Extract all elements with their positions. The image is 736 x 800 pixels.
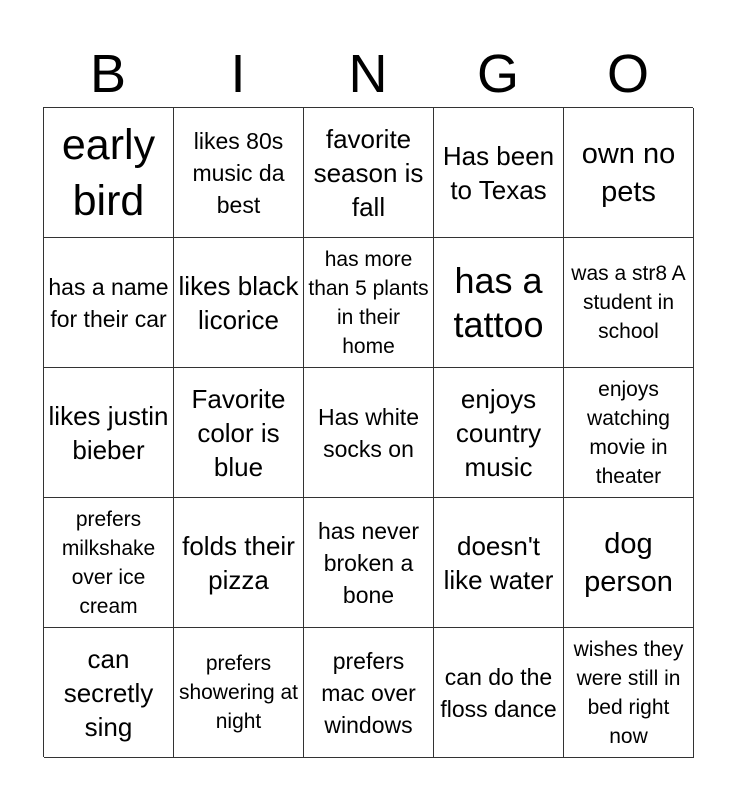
bingo-cell[interactable]: [564, 108, 694, 238]
cell-text: has more than 5 plants in their home: [308, 247, 429, 358]
bingo-cell[interactable]: [564, 498, 694, 628]
cell-text: folds their pizza: [182, 530, 295, 595]
header-letter-n: N: [348, 44, 388, 104]
header-letter-o: O: [606, 44, 649, 104]
bingo-cell[interactable]: [304, 368, 434, 498]
cell-text: likes justin bieber: [48, 400, 169, 465]
cell-text: dog person: [584, 527, 673, 598]
cell-text: doesn't like water: [443, 530, 554, 595]
bingo-grid: [43, 107, 693, 757]
cell-text: enjoys watching movie in theater: [587, 377, 670, 488]
cell-text: own no pets: [581, 137, 676, 208]
bingo-cell[interactable]: [174, 238, 304, 368]
cell-text: early bird: [61, 120, 156, 225]
cell-text: was a str8 A student in school: [571, 262, 686, 343]
cell-text: Favorite color is blue: [191, 383, 286, 482]
header-letter-b: B: [89, 44, 127, 104]
cell-text: wishes they were still in bed right now: [573, 637, 684, 748]
bingo-cell[interactable]: [304, 628, 434, 758]
bingo-cell[interactable]: [564, 368, 694, 498]
cell-text: can secretly sing: [63, 643, 154, 742]
bingo-cell[interactable]: [434, 368, 564, 498]
cell-text: likes black licorice: [178, 270, 299, 335]
cell-text: has a name for their car: [48, 273, 169, 332]
cell-text: can do the floss dance: [440, 663, 557, 722]
cell-text: enjoys country music: [455, 383, 542, 482]
cell-text: prefers showering at night: [178, 652, 299, 733]
bingo-cell[interactable]: [44, 628, 174, 758]
bingo-cell[interactable]: [434, 108, 564, 238]
header-letter-g: G: [476, 44, 519, 104]
bingo-cell[interactable]: [174, 108, 304, 238]
bingo-cell[interactable]: [174, 368, 304, 498]
cell-text: has a tattoo: [453, 259, 544, 345]
bingo-cell[interactable]: [304, 238, 434, 368]
cell-text: prefers milkshake over ice cream: [61, 507, 156, 618]
bingo-cell[interactable]: [174, 498, 304, 628]
cell-text: Has been to Texas: [442, 140, 555, 205]
cell-text: favorite season is fall: [313, 123, 424, 222]
cell-text: Has white socks on: [318, 403, 419, 462]
bingo-cell[interactable]: [564, 238, 694, 368]
bingo-cell[interactable]: [304, 498, 434, 628]
bingo-cell[interactable]: [434, 238, 564, 368]
bingo-cell[interactable]: [434, 498, 564, 628]
bingo-cell[interactable]: [174, 628, 304, 758]
bingo-cell[interactable]: [434, 628, 564, 758]
bingo-cell[interactable]: [44, 238, 174, 368]
bingo-cell[interactable]: [564, 628, 694, 758]
cell-text: prefers mac over windows: [321, 647, 416, 738]
cell-text: has never broken a bone: [317, 517, 419, 608]
bingo-header: [43, 40, 693, 108]
bingo-cell[interactable]: [44, 368, 174, 498]
bingo-cell[interactable]: [44, 108, 174, 238]
cell-text: likes 80s music da best: [192, 127, 285, 218]
header-letter-i: I: [230, 44, 246, 104]
bingo-cell[interactable]: [304, 108, 434, 238]
bingo-cell[interactable]: [44, 498, 174, 628]
